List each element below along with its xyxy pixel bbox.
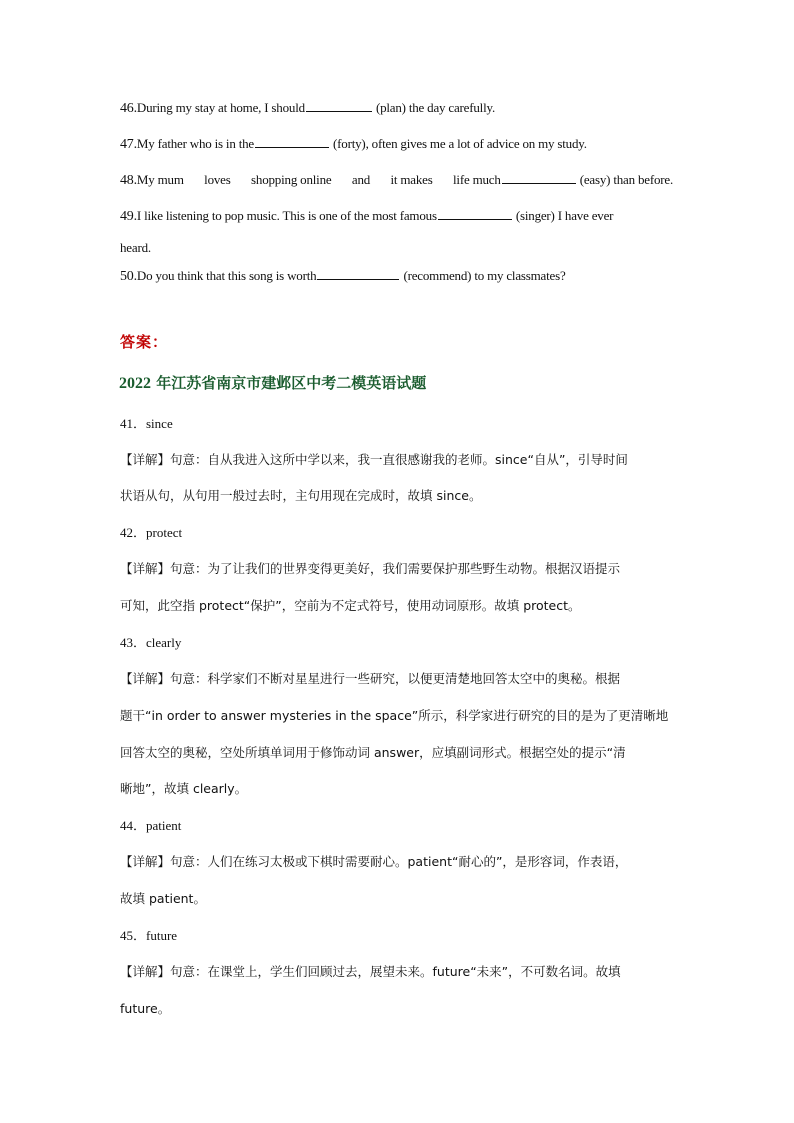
question-number: 48. (120, 173, 137, 188)
question-text-after: (plan) the day carefully. (372, 100, 495, 115)
question-word: shopping online (251, 172, 332, 187)
question-number: 49. (120, 209, 137, 224)
answer-blank (306, 99, 372, 112)
question-word: it makes (390, 172, 433, 187)
question-word: loves (204, 172, 231, 187)
question-segment (120, 171, 184, 190)
answer-42-detail-line-1: 【详解】句意：为了让我们的世界变得更美好，我们需要保护那些野生动物。根据汉语提示 (120, 561, 621, 576)
question-text-after: (forty), often gives me a lot of advice on my study. (329, 136, 587, 151)
answer-blank (502, 171, 576, 184)
exam-title-year: 2022 (119, 375, 151, 392)
question-word: and (351, 172, 371, 187)
question-number: 50. (120, 269, 137, 284)
question-49-continuation: heard. (120, 240, 151, 255)
question-segment (453, 171, 673, 190)
answer-43-label: 43．clearly (120, 635, 182, 650)
exam-title (119, 372, 426, 393)
question-50 (120, 267, 680, 286)
answer-43-detail-line-1: 【详解】句意：科学家们不断对星星进行一些研究，以便更清楚地回答太空中的奥秘。根据 (120, 671, 621, 686)
question-text-before: I like listening to pop music. This is one of the most famous (136, 208, 437, 223)
answer-blank (438, 207, 512, 220)
answer-43-detail-line-4: 晰地”，故填 clearly。 (120, 781, 248, 796)
question-text-after: (recommend) to my classmates? (400, 268, 566, 283)
answer-blank (317, 267, 399, 280)
answer-41-detail-line-1: 【详解】句意：自从我进入这所中学以来，我一直很感谢我的老师。since“自从”，引导时间 (120, 452, 628, 467)
answer-43-detail-line-3: 回答太空的奥秘，空处所填单词用于修饰动词 answer，应填副词形式。根据空处的提示“清 (120, 745, 626, 760)
question-number: 47. (120, 137, 137, 152)
answer-42-detail-line-2: 可知，此空指 protect“保护”，空前为不定式符号，使用动词原形。故填 protect。 (120, 598, 581, 613)
question-46 (120, 99, 680, 118)
answer-44-label: 44．patient (120, 818, 182, 833)
question-text-after: (easy) than before. (576, 172, 673, 187)
answer-44-detail-line-2: 故填 patient。 (120, 891, 206, 906)
answer-45-detail-line-1: 【详解】句意：在课堂上，学生们回顾过去，展望未来。future“未来”，不可数名词。故填 (120, 964, 621, 979)
question-word: My mum (136, 172, 184, 187)
question-word: life much (453, 172, 501, 187)
answer-blank (255, 135, 329, 148)
answer-44-detail-line-1: 【详解】句意：人们在练习太极或下棋时需要耐心。patient“耐心的”，是形容词，作表语， (120, 854, 628, 869)
question-49 (120, 207, 680, 226)
question-text-before: Do you think that this song is worth (136, 268, 317, 283)
answer-43-detail-line-2: 题干“in order to answer mysteries in the space”所示，科学家进行研究的目的是为了更清晰地 (120, 708, 669, 723)
answer-45-detail-line-2: future。 (120, 1001, 171, 1016)
question-number: 46. (120, 101, 137, 116)
answer-42-label: 42．protect (120, 525, 183, 540)
answer-41-detail-line-2: 状语从句，从句用一般过去时，主句用现在完成时，故填 since。 (120, 488, 482, 503)
answers-heading: 答案： (120, 333, 169, 351)
answer-45-label: 45．future (120, 928, 178, 943)
exam-title-text: 年江苏省南京市建邺区中考二模英语试题 (151, 374, 427, 392)
question-47 (120, 135, 680, 154)
question-text-before: My father who is in the (136, 136, 254, 151)
answer-41-label: 41．since (120, 416, 173, 431)
question-text-after: (singer) I have ever (512, 208, 614, 223)
question-48 (120, 171, 673, 190)
question-text-before: During my stay at home, I should (136, 100, 305, 115)
